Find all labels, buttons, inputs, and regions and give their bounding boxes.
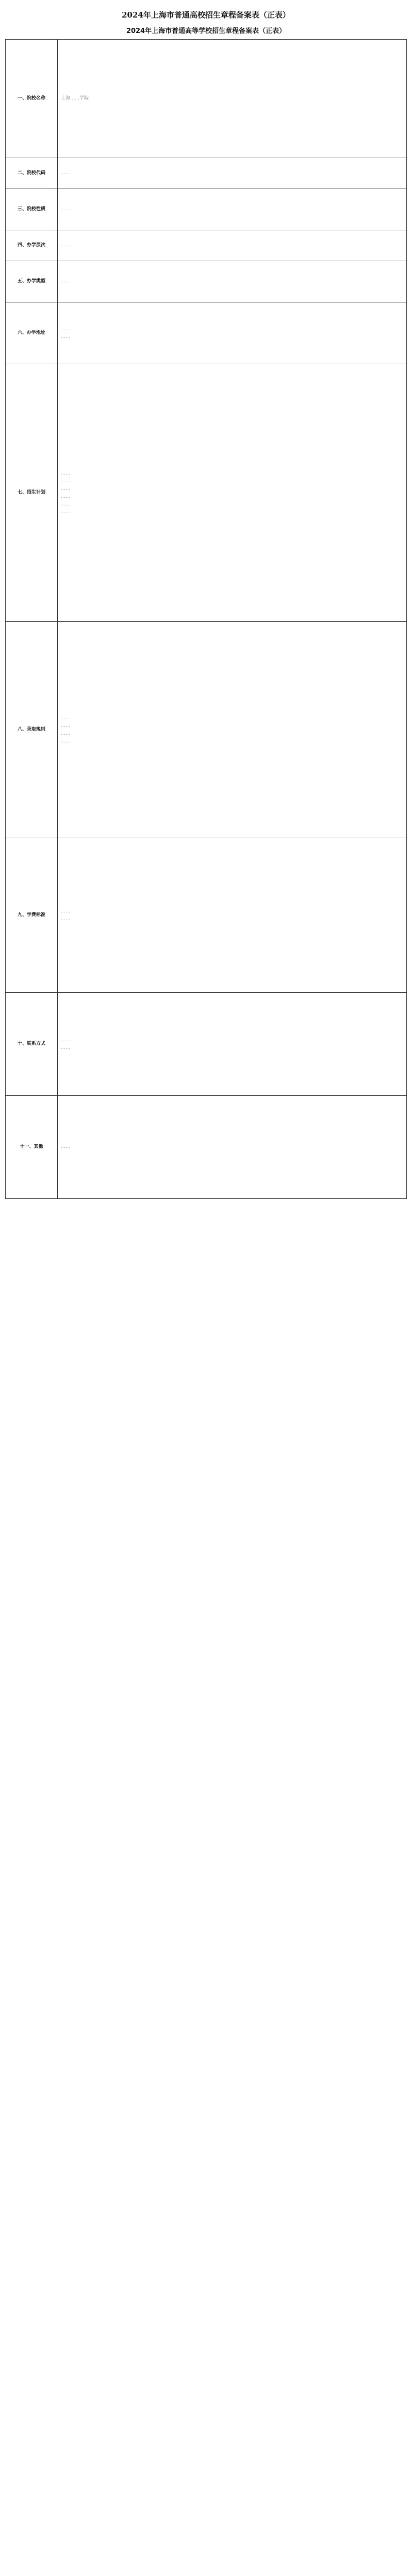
row-label: 一、院校名称 <box>6 40 58 158</box>
row-line: …… <box>61 486 70 492</box>
row-line: …… <box>61 279 70 284</box>
row-line: …… <box>61 509 70 515</box>
row-line: …… <box>61 731 70 736</box>
charter-row <box>6 261 407 302</box>
row-line: …… <box>61 1144 70 1149</box>
row-content <box>58 158 407 189</box>
row-label: 十、联系方式 <box>6 993 58 1096</box>
row-content <box>58 189 407 230</box>
row-content <box>58 1096 407 1199</box>
row-content <box>58 40 407 158</box>
row-content <box>58 302 407 364</box>
row-label: 九、学费标准 <box>6 838 58 993</box>
row-line: …… <box>61 243 70 248</box>
charter-row <box>6 302 407 364</box>
row-line: …… <box>61 207 70 212</box>
row-content <box>58 261 407 302</box>
row-content <box>58 364 407 622</box>
row-line: …… <box>61 738 70 744</box>
row-line: 上海……学院 <box>61 96 89 101</box>
row-line: …… <box>61 1045 70 1050</box>
row-label: 十一、其他 <box>6 1096 58 1199</box>
document-title: 2024年上海市普通高校招生章程备案表（正表） <box>122 10 290 20</box>
charter-row <box>6 838 407 993</box>
row-line: …… <box>61 715 70 721</box>
row-line: …… <box>61 470 70 476</box>
row-label: 二、院校代码 <box>6 158 58 189</box>
row-content <box>58 838 407 993</box>
document-subtitle: 2024年上海市普通高等学校招生章程备案表（正表） <box>126 27 286 35</box>
charter-row <box>6 230 407 261</box>
row-content <box>58 622 407 838</box>
charter-row <box>6 189 407 230</box>
row-label: 三、院校性质 <box>6 189 58 230</box>
charter-row <box>6 40 407 158</box>
row-line: …… <box>61 1037 70 1043</box>
row-line: …… <box>61 494 70 499</box>
row-line: …… <box>61 916 70 922</box>
charter-row <box>6 158 407 189</box>
charter-row <box>6 364 407 622</box>
row-label: 五、办学类型 <box>6 261 58 302</box>
charter-row <box>6 1096 407 1199</box>
row-label: 四、办学层次 <box>6 230 58 261</box>
row-content <box>58 230 407 261</box>
row-line: …… <box>61 326 70 332</box>
row-line: …… <box>61 334 70 340</box>
row-line: …… <box>61 478 70 484</box>
row-label: 六、办学地址 <box>6 302 58 364</box>
row-line: …… <box>61 171 70 176</box>
row-line: …… <box>61 723 70 728</box>
charter-row <box>6 993 407 1096</box>
row-label: 八、录取规则 <box>6 622 58 838</box>
document-page <box>5 4 407 1199</box>
charter-row <box>6 622 407 838</box>
row-line: …… <box>61 501 70 507</box>
charter-table <box>5 39 407 1199</box>
row-line: …… <box>61 908 70 914</box>
row-content <box>58 993 407 1096</box>
row-label: 七、招生计划 <box>6 364 58 622</box>
